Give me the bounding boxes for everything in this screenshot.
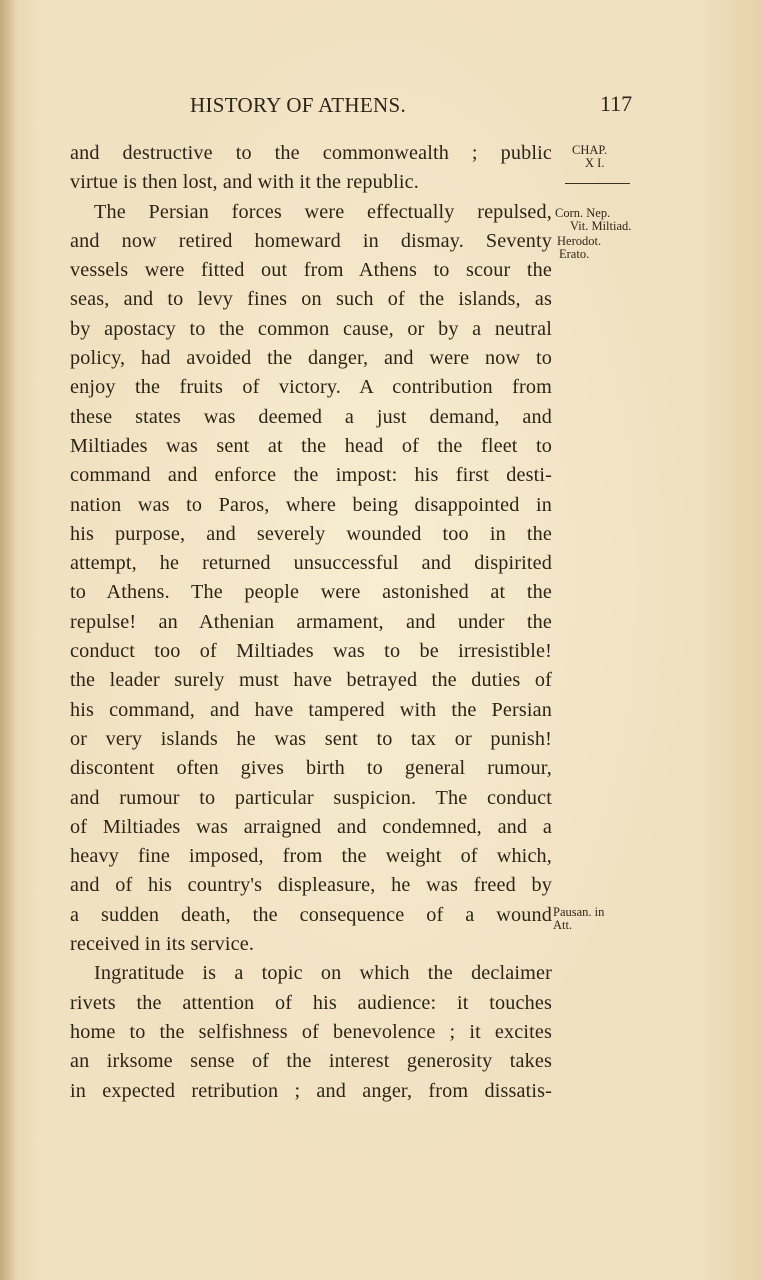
margin-note-line: Erato.	[559, 247, 590, 261]
text-line: nation was to Paros, where being disappointed in	[70, 493, 552, 516]
text-line: an irksome sense of the interest generosity takes	[70, 1050, 552, 1073]
text-line: policy, had avoided the danger, and were now to	[70, 347, 552, 370]
text-line: by apostacy to the common cause, or by a neutral	[70, 317, 552, 340]
text-line: discontent often gives birth to general rumour,	[70, 757, 552, 780]
margin-note-pausan	[553, 906, 604, 932]
margin-note-line: Pausan. in	[553, 905, 605, 919]
text-line: rivets the attention of his audience: it touches	[70, 991, 552, 1014]
text-line: seas, and to levy fines on such of the islands, as	[70, 288, 552, 311]
running-header: HISTORY OF ATHENS.	[190, 93, 407, 117]
binding-shadow	[0, 0, 18, 1280]
margin-note-line: Corn. Nep.	[555, 206, 611, 220]
margin-note-line: CHAP.	[572, 143, 608, 157]
margin-note-line: Vit. Miltiad.	[570, 219, 632, 233]
body-text	[70, 139, 552, 1106]
text-line: enjoy the fruits of victory. A contribution from	[70, 376, 552, 399]
text-line: of Miltiades was arraigned and condemned, and a	[70, 815, 552, 838]
margin-note-line: X I.	[585, 156, 605, 170]
text-line: a sudden death, the consequence of a wound	[70, 903, 552, 926]
text-line: his purpose, and severely wounded too in the	[70, 522, 552, 545]
text-line: command and enforce the impost: his first desti-	[70, 464, 552, 487]
text-line: virtue is then lost, and with it the republic.	[70, 171, 419, 194]
text-line: repulse! an Athenian armament, and under the	[70, 610, 552, 633]
text-line: and of his country's displeasure, he was freed by	[70, 874, 552, 897]
text-line: attempt, he returned unsuccessful and dispirited	[70, 552, 552, 575]
text-line: and rumour to particular suspicion. The conduct	[70, 786, 552, 809]
text-line: or very islands he was sent to tax or punish!	[70, 727, 552, 750]
margin-note-line: Att.	[553, 918, 573, 932]
margin-note-chapter	[572, 144, 607, 170]
text-line: home to the selfishness of benevolence ; it excites	[70, 1020, 552, 1043]
text-line: the leader surely must have betrayed the duties of	[70, 669, 552, 692]
text-line: Miltiades was sent at the head of the fleet to	[70, 434, 552, 457]
text-line: these states was deemed a just demand, and	[70, 405, 552, 428]
margin-note-line: Herodot.	[557, 234, 602, 248]
margin-note-herodot	[557, 235, 601, 261]
text-line: heavy fine imposed, from the weight of which,	[70, 845, 552, 868]
text-line: and destructive to the commonwealth ; public	[70, 142, 552, 164]
text-line: his command, and have tampered with the Persian	[70, 698, 552, 721]
page-number: 117	[600, 91, 633, 116]
margin-rule	[565, 183, 630, 184]
text-line: and now retired homeward in dismay. Seventy	[70, 229, 552, 252]
text-line: received in its service.	[70, 933, 255, 956]
text-line: The Persian forces were effectually repulsed,	[94, 200, 552, 223]
text-line: vessels were fitted out from Athens to scour the	[70, 259, 552, 282]
text-line: Ingratitude is a topic on which the declaimer	[94, 962, 552, 985]
text-line: to Athens. The people were astonished at the	[70, 581, 552, 604]
text-line: conduct too of Miltiades was to be irresistible!	[70, 640, 552, 663]
margin-note-corn-nep	[555, 207, 631, 233]
text-line: in expected retribution ; and anger, from dissatis-	[70, 1079, 552, 1102]
